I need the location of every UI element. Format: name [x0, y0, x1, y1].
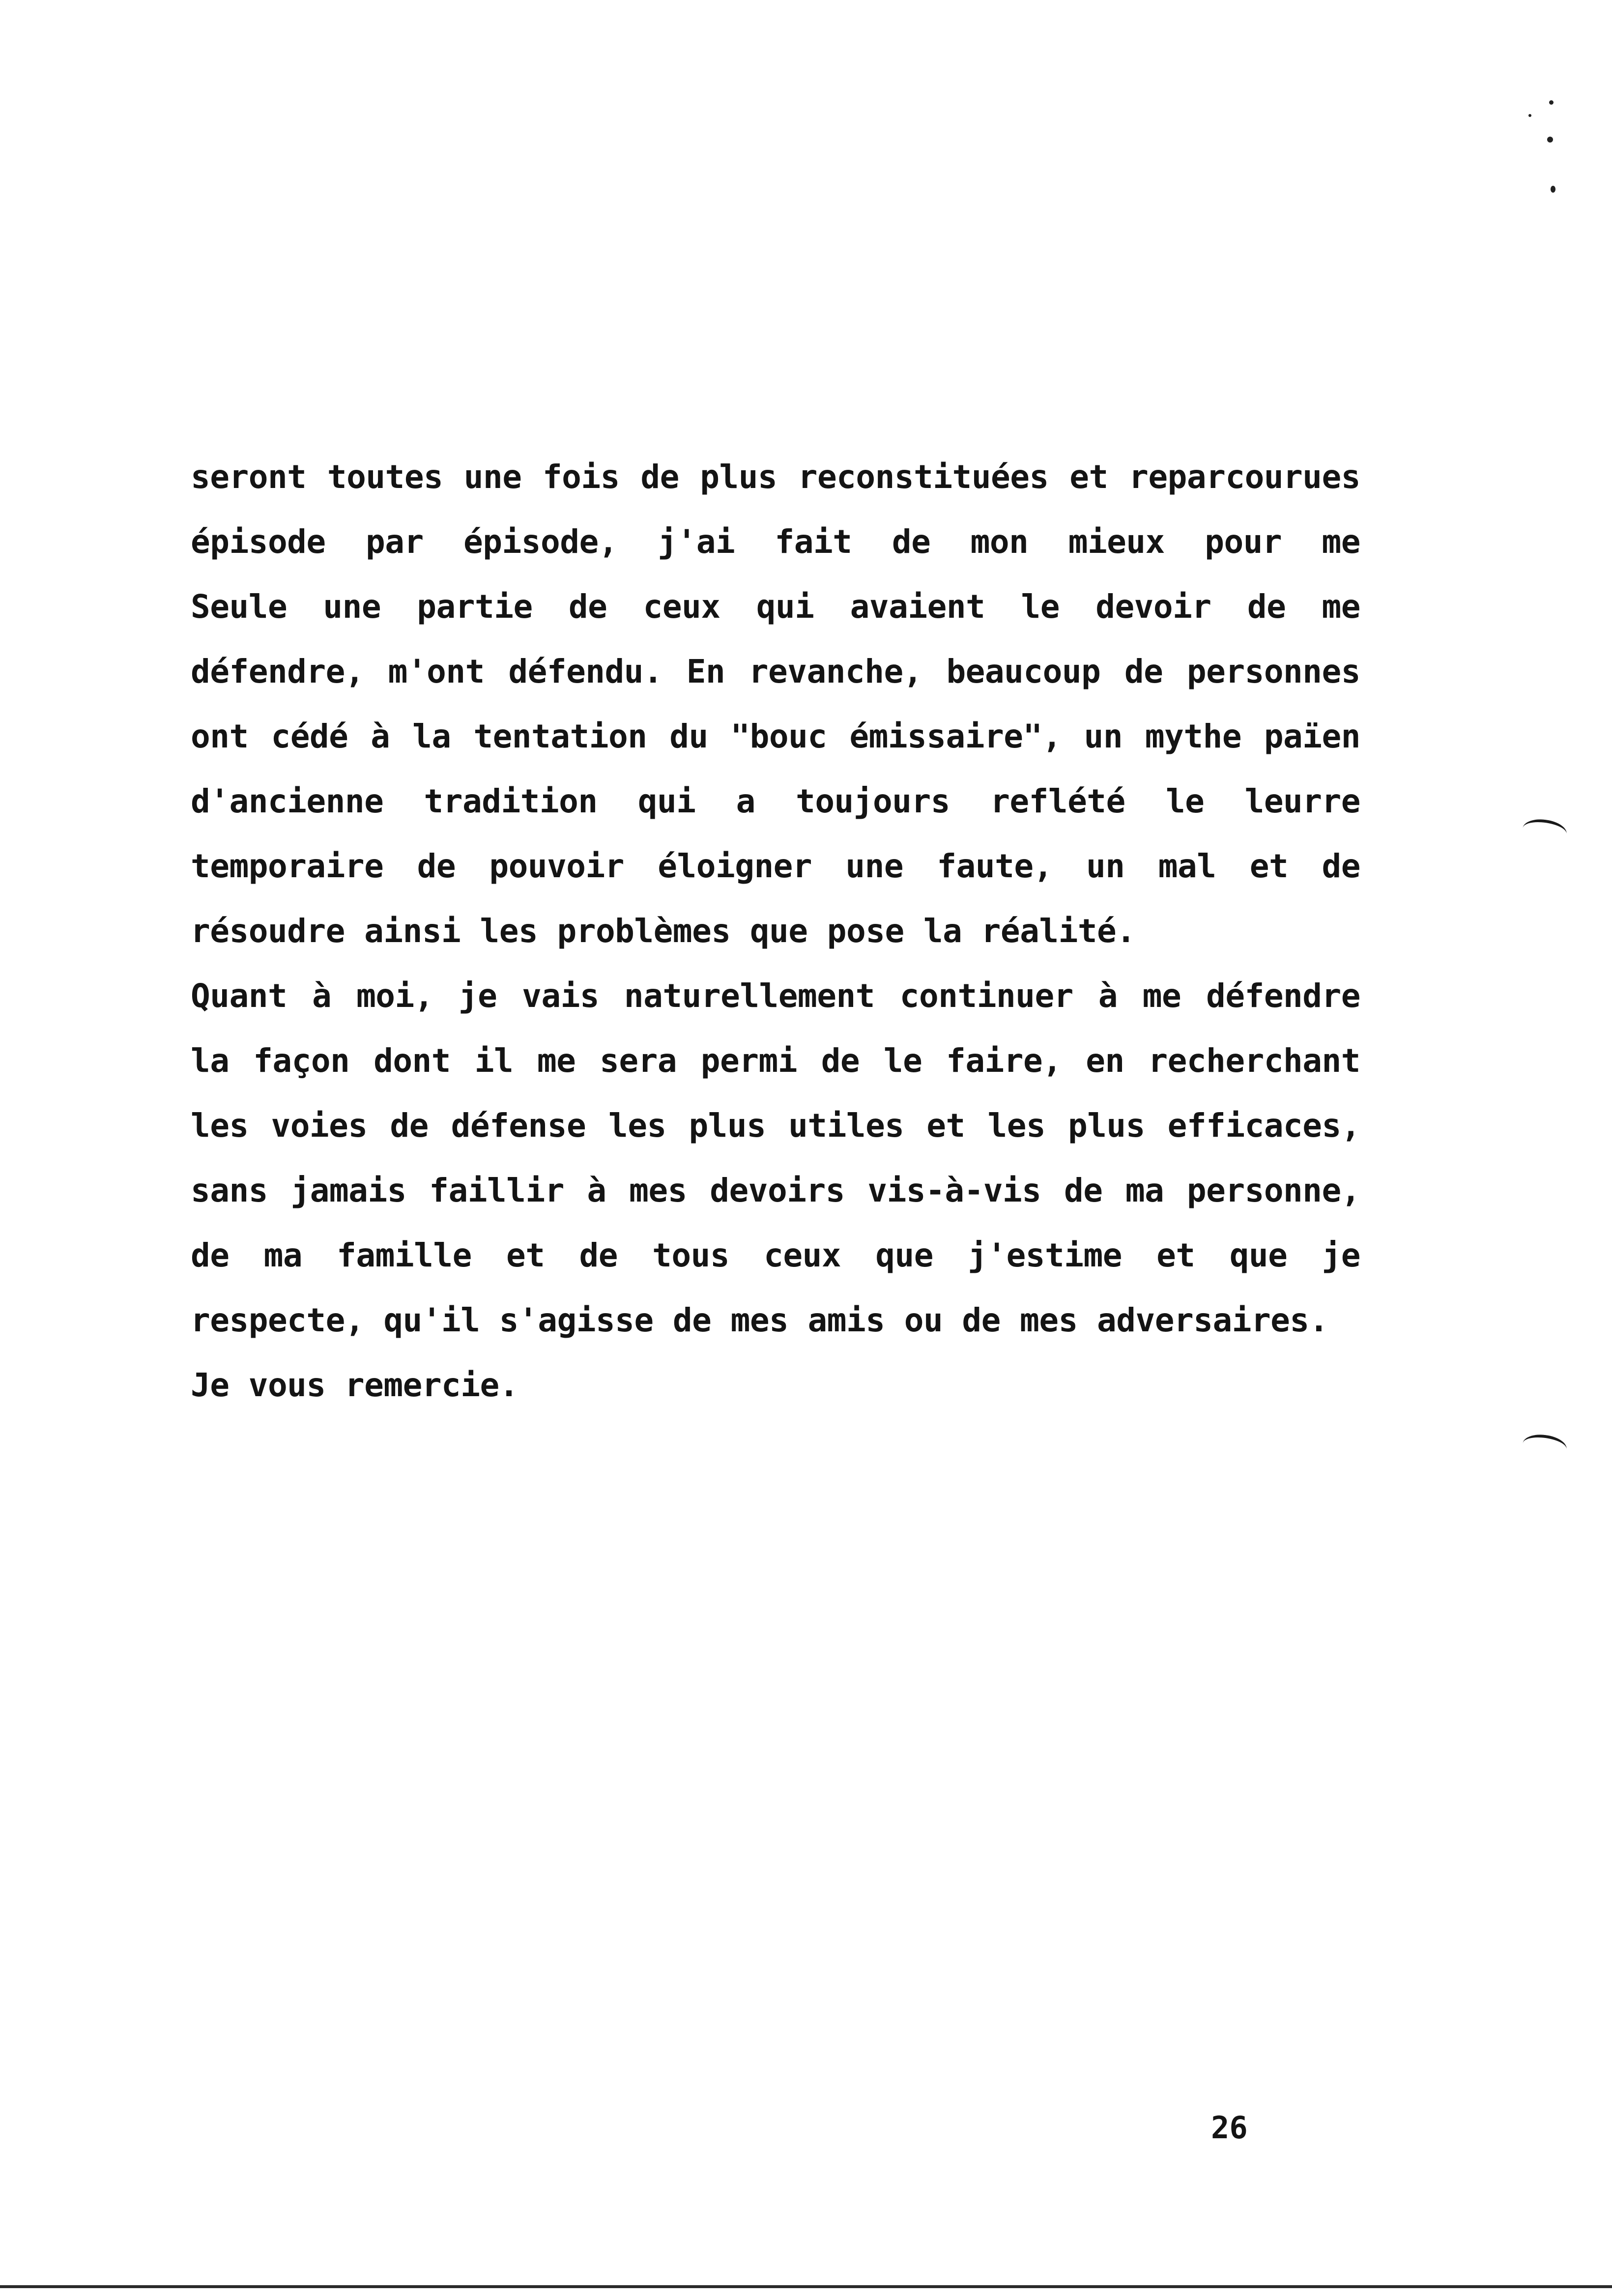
- text-line: temporaire de pouvoir éloigner une faute, un mal et de: [191, 847, 1360, 885]
- text-line: résoudre ainsi les problèmes que pose la réalité.: [191, 912, 1136, 950]
- scan-speck: [1549, 100, 1554, 105]
- text-line: Seule une partie de ceux qui avaient le devoir de me: [191, 588, 1360, 626]
- body-text: [191, 445, 1360, 1418]
- text-line: d'ancienne tradition qui a toujours reflété le leurre: [191, 782, 1360, 820]
- text-line: Quant à moi, je vais naturellement continuer à me défendre: [191, 977, 1360, 1015]
- scan-speck: [1547, 137, 1553, 143]
- page-bottom-edge: [0, 2285, 1612, 2288]
- text-line: épisode par épisode, j'ai fait de mon mieux pour me: [191, 523, 1360, 561]
- scan-mark: [1521, 1432, 1568, 1461]
- text-line: ont cédé à la tentation du "bouc émissaire", un mythe païen: [191, 718, 1360, 755]
- page-number: 26: [1211, 2110, 1248, 2146]
- text-line: défendre, m'ont défendu. En revanche, beaucoup de personnes: [191, 653, 1360, 690]
- text-line: les voies de défense les plus utiles et les plus efficaces,: [191, 1107, 1360, 1145]
- text-line: seront toutes une fois de plus reconstituées et reparcourues: [191, 458, 1360, 496]
- text-line: de ma famille et de tous ceux que j'estime et que je: [191, 1236, 1360, 1274]
- text-line: la façon dont il me sera permi de le faire, en recherchant: [191, 1042, 1360, 1080]
- scan-speck: [1551, 186, 1555, 193]
- scan-mark: [1521, 817, 1568, 845]
- text-line: sans jamais faillir à mes devoirs vis-à-vis de ma personne,: [191, 1172, 1360, 1209]
- text-line: Je vous remercie.: [191, 1366, 519, 1404]
- scan-speck: [1528, 114, 1531, 117]
- text-line: respecte, qu'il s'agisse de mes amis ou de mes adversaires.: [191, 1301, 1328, 1339]
